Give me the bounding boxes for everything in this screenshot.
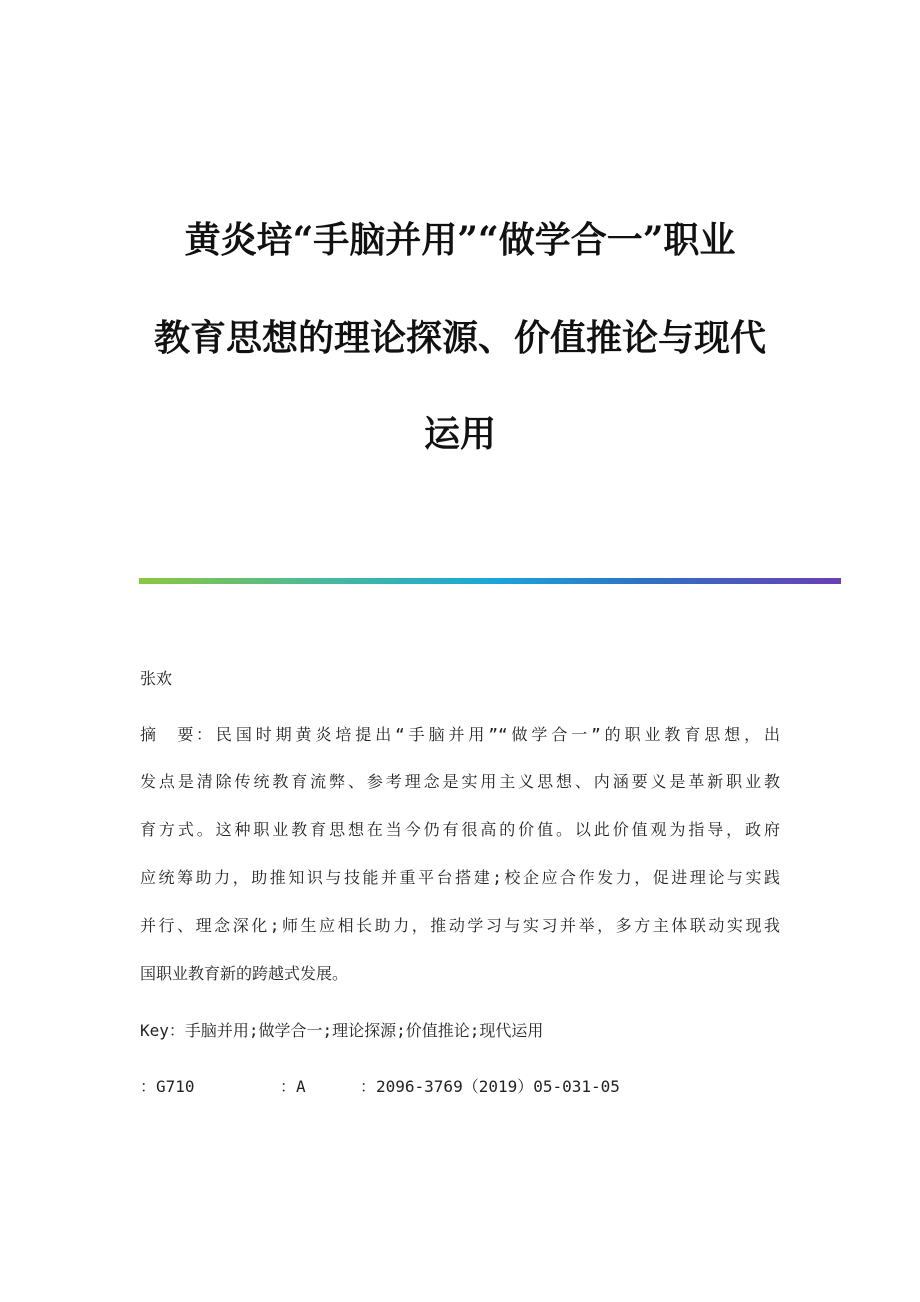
document-code: ：A — [280, 1077, 306, 1096]
abstract-line: 发点是清除传统教育流弊、参考理念是实用主义思想、内涵要义是革新职业教 — [140, 772, 780, 791]
title-line-3: 运用 — [423, 413, 496, 455]
gradient-divider — [139, 578, 841, 584]
abstract-line: 育方式。这种职业教育思想在当今仍有很高的价值。以此价值观为指导，政府 — [140, 820, 780, 839]
title-line-1: 黄炎培“手脑并用”“做学合一”职业 — [184, 219, 736, 261]
abstract-line: 国职业教育新的跨越式发展。 — [140, 964, 349, 983]
abstract-text: 民国时期黄炎培提出“手脑并用”“做学合一”的职业教育思想，出 — [212, 725, 780, 744]
abstract-line: 应统筹助力，助推知识与技能并重平台搭建;校企应合作发力，促进理论与实践 — [140, 868, 780, 887]
title-line-2: 教育思想的理论探源、价值推论与现代 — [153, 317, 766, 359]
issn-number: ：2096-3769（2019）05-031-05 — [360, 1077, 620, 1096]
classification-info — [140, 1074, 620, 1097]
keywords: Key：手脑并用;做学合一;理论探源;价值推论;现代运用 — [140, 1021, 544, 1040]
clc-number: ：G710 — [140, 1077, 195, 1096]
abstract-line — [140, 722, 780, 745]
abstract-line: 并行、理念深化;师生应相长助力，推动学习与实习并举，多方主体联动实现我 — [140, 916, 780, 935]
abstract-label: 摘 要： — [140, 725, 212, 744]
author-name: 张欢 — [140, 669, 173, 688]
